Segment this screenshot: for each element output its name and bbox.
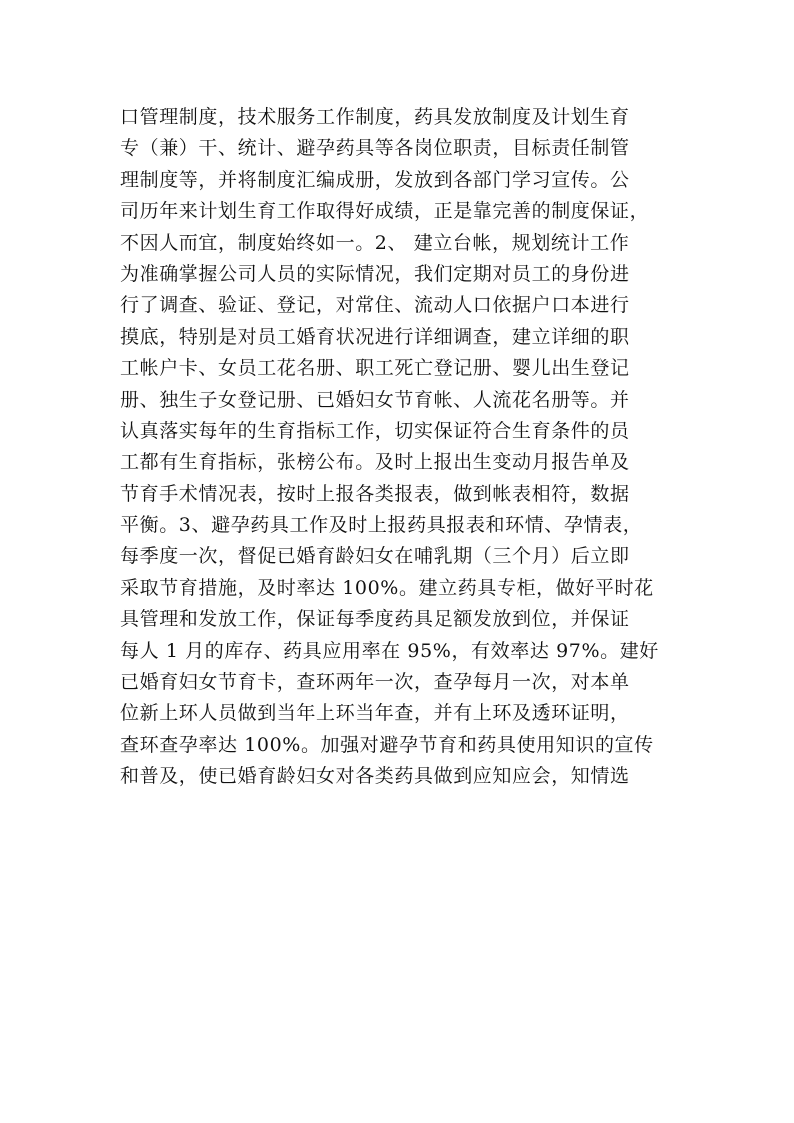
text-line: 和普及，使已婚育龄妇女对各类药具做到应知应会，知情选	[120, 765, 630, 788]
text-line: 每人 1 月的库存、药具应用率在 95%，有效率达 97%。建好	[120, 639, 659, 662]
text-line: 口管理制度，技术服务工作制度，药具发放制度及计划生育	[120, 106, 630, 128]
text-line: 工帐户卡、女员工花名册、职工死亡登记册、婴儿出生登记	[120, 357, 630, 380]
text-line: 摸底，特别是对员工婚育状况进行详细调查，建立详细的职	[120, 325, 630, 348]
text-line: 司历年来计划生育工作取得好成绩，正是靠完善的制度保证，	[120, 200, 650, 223]
text-line: 为准确掌握公司人员的实际情况，我们定期对员工的身份进	[120, 262, 630, 285]
text-line: 认真落实每年的生育指标工作，切实保证符合生育条件的员	[120, 419, 630, 442]
text-line: 不因人而宜，制度始终如一。2、 建立台帐，规划统计工作	[120, 231, 630, 254]
text-line: 专（兼）干、统计、避孕药具等各岗位职责，目标责任制管	[120, 137, 630, 160]
text-line: 册、独生子女登记册、已婚妇女节育帐、人流花名册等。并	[120, 388, 630, 411]
text-line: 采取节育措施，及时率达 100%。建立药具专柜，做好平时花	[120, 576, 654, 599]
text-line: 工都有生育指标，张榜公布。及时上报出生变动月报告单及	[120, 451, 630, 474]
body-text	[120, 102, 680, 793]
text-line: 查环查孕率达 100%。加强对避孕节育和药具使用知识的宣传	[120, 733, 654, 756]
text-line: 已婚育妇女节育卡，查环两年一次，查孕每月一次，对本单	[120, 671, 630, 694]
text-line: 平衡。3、避孕药具工作及时上报药具报表和环情、孕情表，	[120, 514, 643, 537]
text-line: 每季度一次，督促已婚育龄妇女在哺乳期（三个月）后立即	[120, 545, 630, 568]
text-line: 理制度等，并将制度汇编成册，发放到各部门学习宣传。公	[120, 168, 630, 191]
text-line: 行了调查、验证、登记，对常住、流动人口依据户口本进行	[120, 294, 630, 317]
text-line: 具管理和发放工作，保证每季度药具足额发放到位，并保证	[120, 608, 630, 631]
text-line: 位新上环人员做到当年上环当年查，并有上环及透环证明，	[120, 702, 630, 725]
text-line: 节育手术情况表，按时上报各类报表，做到帐表相符，数据	[120, 482, 630, 505]
